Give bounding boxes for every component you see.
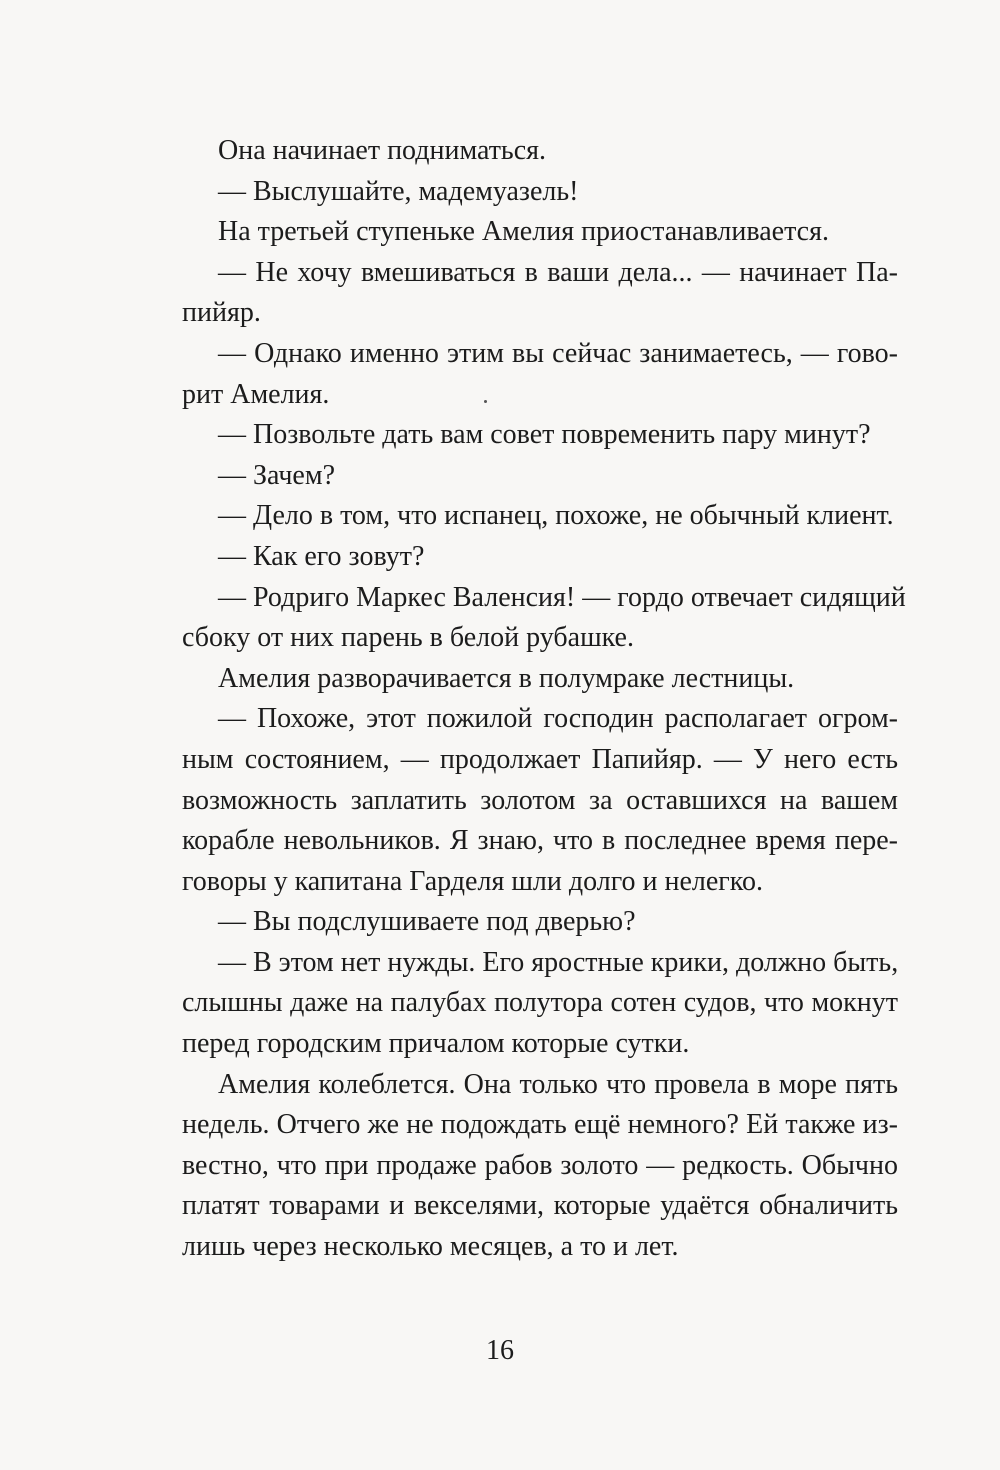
text-line: рит Амелия. — [182, 378, 330, 410]
text-line: недель. Отчего же не подождать ещё немного? Ей также из- — [182, 1109, 898, 1141]
text-line: вестно, что при продаже рабов золото — редкость. Обычно — [182, 1149, 898, 1181]
text-line: — Дело в том, что испанец, похоже, не обычный клиент. — [218, 500, 894, 532]
body-text — [182, 131, 906, 1268]
text-line: лишь через несколько месяцев, а то и лет. — [182, 1231, 679, 1263]
text-line: перед городским причалом которые сутки. — [182, 1028, 690, 1060]
text-line: сбоку от них парень в белой рубашке. — [182, 622, 634, 654]
text-line: На третьей ступеньке Амелия приостанавливается. — [218, 216, 829, 248]
text-line: — Не хочу вмешиваться в ваши дела... — начинает Па- — [218, 256, 898, 288]
text-line: платят товарами и векселями, которые удаётся обналичить — [182, 1190, 898, 1222]
text-line: — Как его зовут? — [218, 540, 425, 572]
text-line: слышны даже на палубах полутора сотен судов, что мокнут — [182, 987, 898, 1019]
text-line: говоры у капитана Гарделя шли долго и нелегко. — [182, 865, 763, 897]
text-line: корабле невольников. Я знаю, что в последнее время пере- — [182, 825, 898, 857]
text-line: возможность заплатить золотом за оставшихся на вашем — [182, 784, 898, 816]
print-speck — [484, 400, 487, 403]
text-line: — Выслушайте, мадемуазель! — [218, 175, 579, 207]
text-line: Амелия колеблется. Она только что провела в море пять — [218, 1068, 898, 1100]
text-line: — Родриго Маркес Валенсия! — гордо отвечает сидящий — [218, 581, 906, 613]
text-line: — В этом нет нужды. Его яростные крики, должно быть, — [218, 946, 899, 978]
page-number: 16 — [486, 1335, 514, 1366]
text-line: — Позвольте дать вам совет повременить пару минут? — [218, 419, 871, 451]
text-line: Амелия разворачивается в полумраке лестницы. — [218, 662, 795, 694]
text-line: Она начинает подниматься. — [218, 135, 547, 166]
text-line: — Зачем? — [218, 459, 335, 491]
text-line: ным состоянием, — продолжает Папийяр. — У него есть — [182, 743, 898, 775]
text-line: — Похоже, этот пожилой господин располагает огром- — [218, 703, 898, 735]
text-line: — Однако именно этим вы сейчас занимаетесь, — гово- — [218, 337, 898, 369]
text-line: — Вы подслушиваете под дверью? — [218, 906, 636, 938]
text-line: пийяр. — [182, 297, 261, 329]
